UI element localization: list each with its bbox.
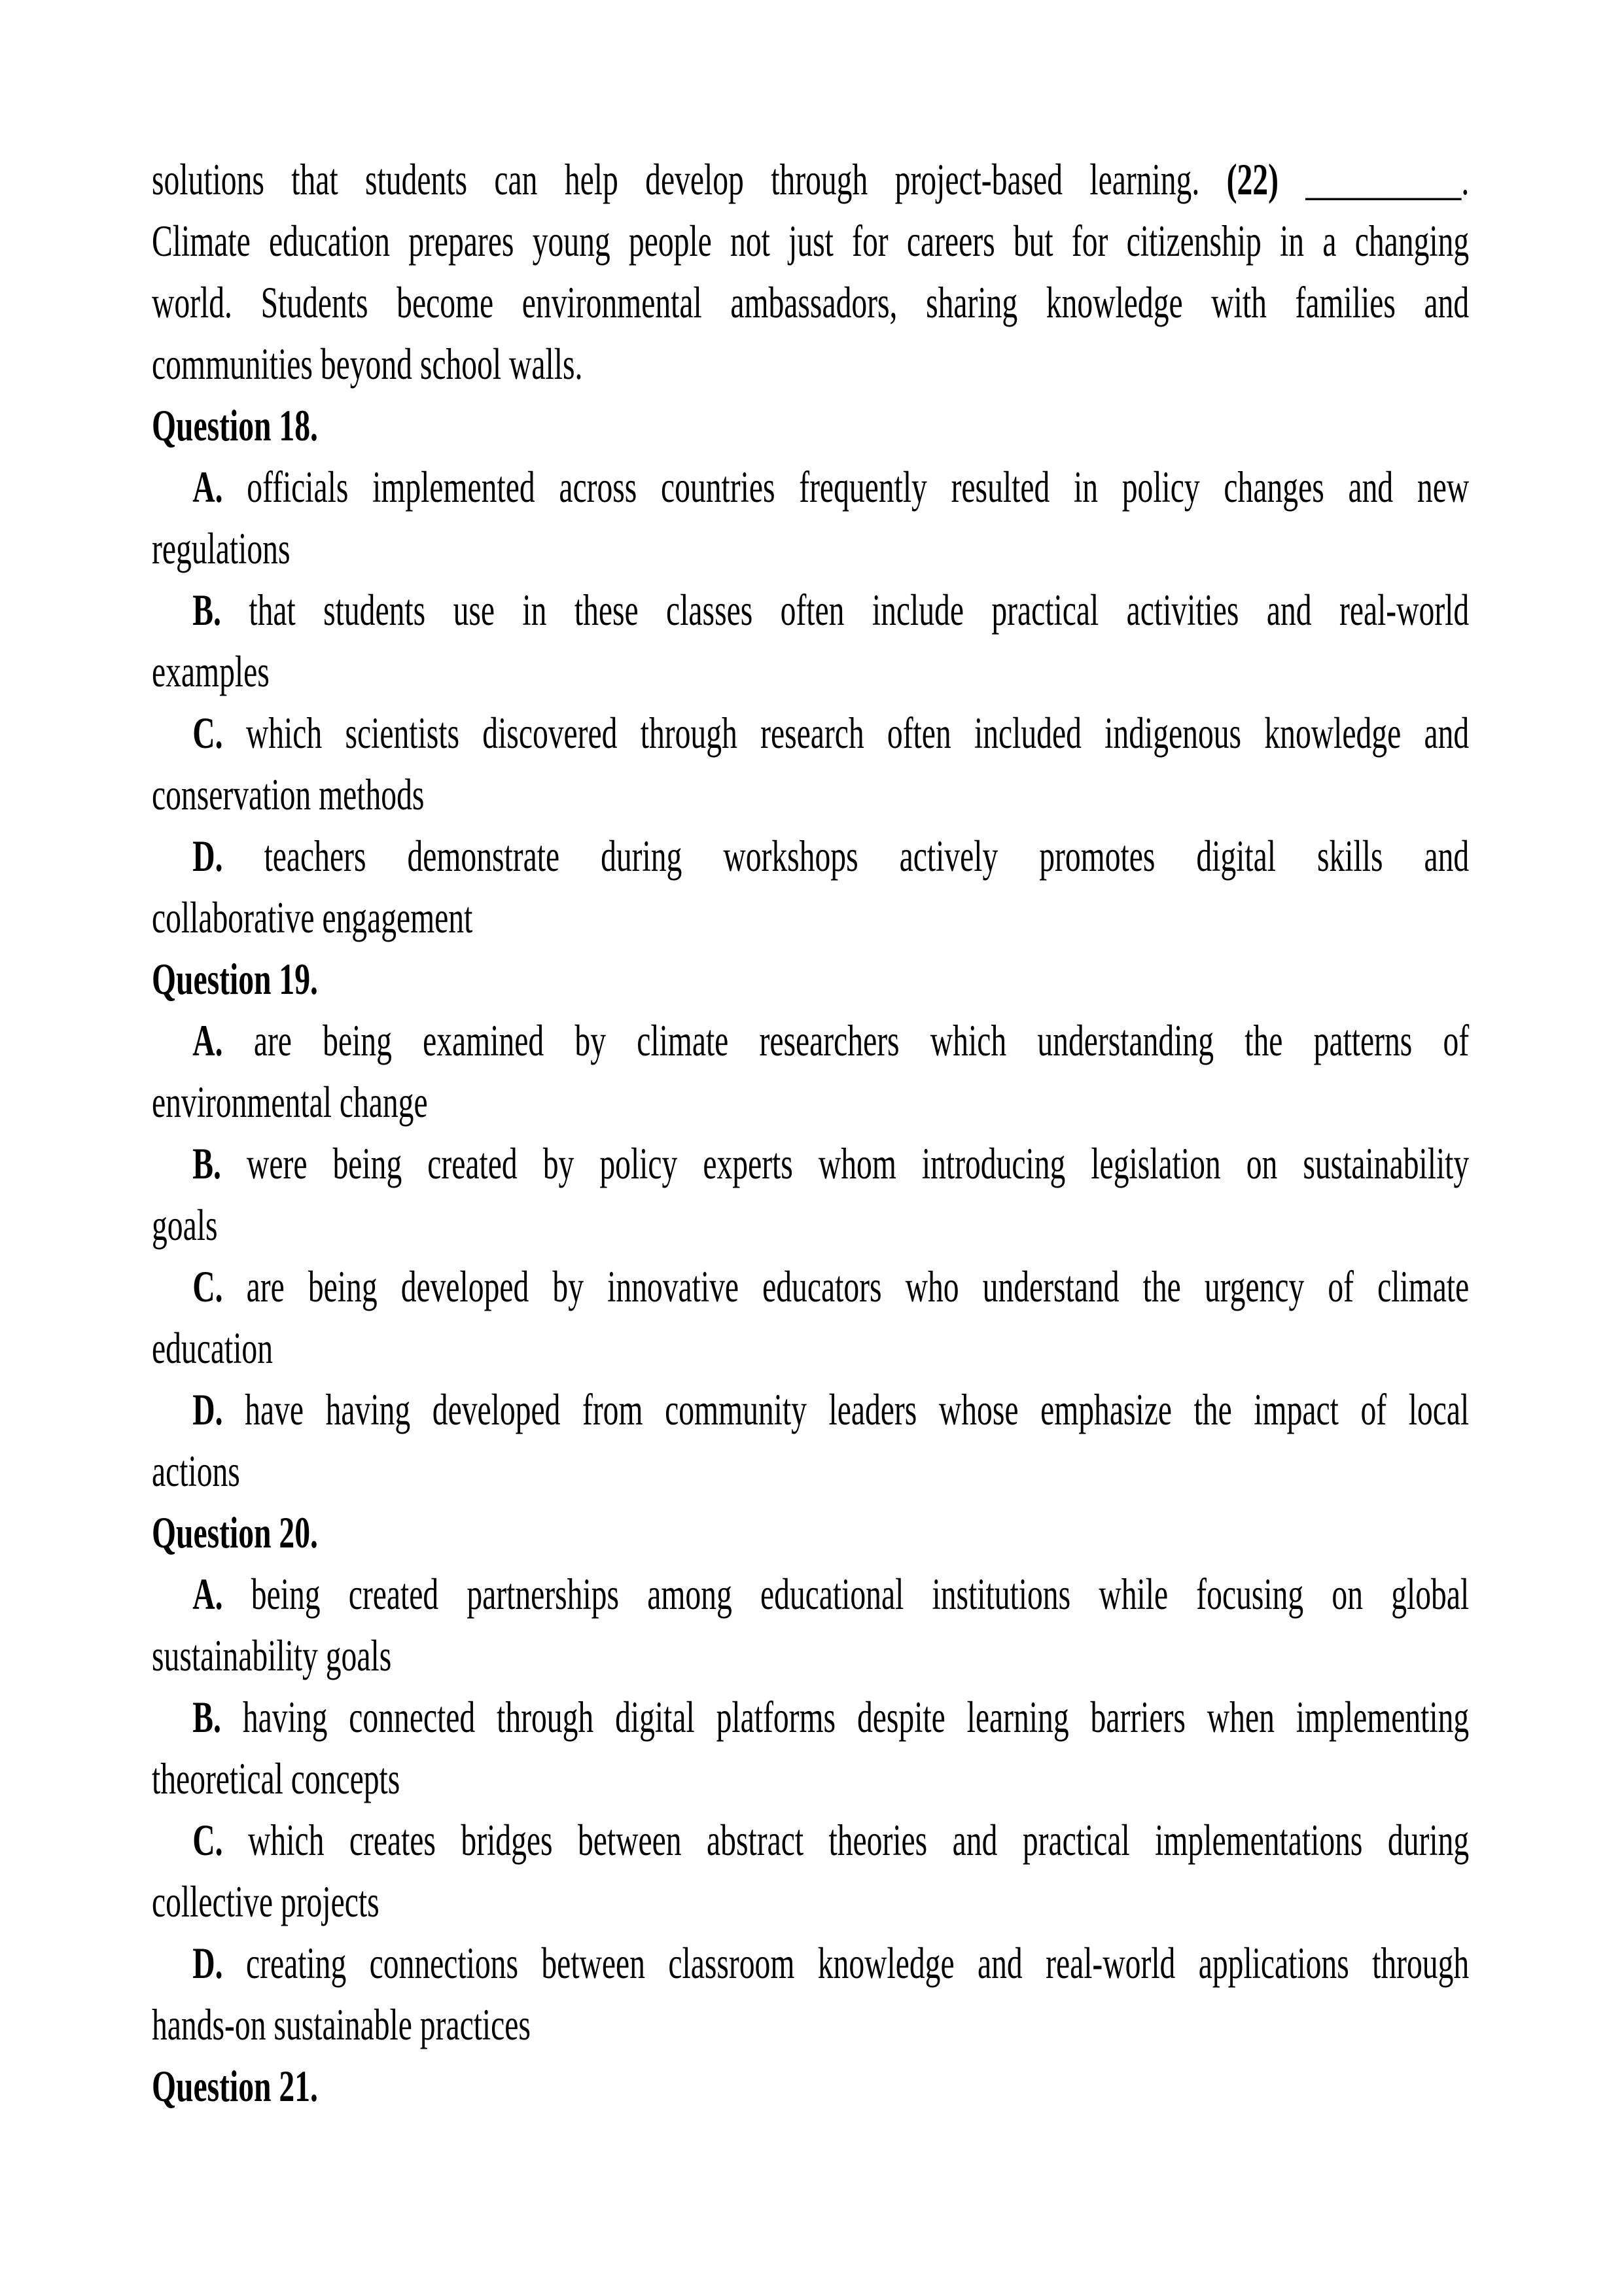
question-19-option-d-continuation: actions bbox=[152, 1446, 240, 1496]
question-19-option-b bbox=[152, 1133, 1469, 1194]
question-20-option-c-continuation: collective projects bbox=[152, 1877, 380, 1926]
question-18-option-d-continuation: collaborative engagement bbox=[152, 892, 473, 942]
page-content bbox=[152, 149, 1469, 2117]
option-text: that students use in these classes often include practical activities and real-world bbox=[249, 585, 1470, 635]
option-text: officials implemented across countries frequently resulted in policy changes and new bbox=[247, 462, 1470, 512]
option-letter-d: D. bbox=[192, 831, 223, 881]
option-letter-d: D. bbox=[192, 1938, 223, 1988]
question-19-option-b-continuation: goals bbox=[152, 1200, 218, 1250]
option-letter-b: B. bbox=[192, 1139, 221, 1188]
question-19-option-d bbox=[152, 1379, 1469, 1440]
intro-line-3: world. Students become environmental ambassadors, sharing knowledge with families and bbox=[152, 277, 1470, 327]
option-text: which creates bridges between abstract theories and practical implementations during bbox=[248, 1815, 1470, 1865]
question-20-option-d-continuation: hands-on sustainable practices bbox=[152, 2000, 531, 2049]
intro-line-2: Climate education prepares young people not just for careers but for citizenship in a changing bbox=[152, 216, 1470, 266]
option-text: teachers demonstrate during workshops actively promotes digital skills and bbox=[264, 831, 1470, 881]
question-19-option-c-continuation: education bbox=[152, 1323, 274, 1373]
question-18-option-c bbox=[152, 702, 1469, 764]
question-18-option-a-continuation: regulations bbox=[152, 523, 291, 573]
blank-number-22: (22) bbox=[1226, 154, 1279, 204]
option-letter-d: D. bbox=[192, 1385, 223, 1434]
option-text: creating connections between classroom knowledge and real-world applications through bbox=[245, 1938, 1470, 1988]
question-20-option-a bbox=[152, 1563, 1469, 1625]
question-18-option-b-continuation: examples bbox=[152, 646, 270, 696]
intro-line-4: communities beyond school walls. bbox=[152, 339, 583, 389]
option-letter-c: C. bbox=[192, 1815, 223, 1865]
question-19-header: Question 19. bbox=[152, 954, 318, 1004]
question-19-option-a-continuation: environmental change bbox=[152, 1077, 428, 1127]
option-text: are being developed by innovative educators who understand the urgency of climate bbox=[246, 1262, 1470, 1311]
option-letter-a: A. bbox=[192, 1016, 223, 1065]
intro-text-after-blank: . bbox=[1461, 154, 1470, 204]
option-letter-b: B. bbox=[192, 585, 221, 635]
question-21-header: Question 21. bbox=[152, 2061, 318, 2111]
question-18-option-c-continuation: conservation methods bbox=[152, 769, 425, 819]
option-text: being created partnerships among educational institutions while focusing on global bbox=[251, 1569, 1470, 1619]
option-text: were being created by policy experts whom introducing legislation on sustainability bbox=[246, 1139, 1470, 1188]
question-20-option-a-continuation: sustainability goals bbox=[152, 1631, 392, 1680]
option-letter-c: C. bbox=[192, 708, 223, 758]
option-text: are being examined by climate researchers which understanding the patterns of bbox=[253, 1016, 1470, 1065]
question-19-option-c bbox=[152, 1256, 1469, 1317]
question-20-option-c bbox=[152, 1809, 1469, 1871]
question-20-option-d bbox=[152, 1932, 1469, 1994]
option-letter-a: A. bbox=[192, 462, 223, 512]
question-18-option-b bbox=[152, 579, 1469, 641]
option-text: which scientists discovered through research often included indigenous knowledge and bbox=[245, 708, 1470, 758]
answer-blank-22: __________ bbox=[1305, 154, 1462, 204]
question-18-option-a bbox=[152, 456, 1469, 518]
intro-line-1 bbox=[152, 149, 1469, 210]
question-18-option-d bbox=[152, 825, 1469, 887]
option-text: having connected through digital platforms despite learning barriers when implementing bbox=[242, 1692, 1470, 1742]
option-text: have having developed from community leaders whose emphasize the impact of local bbox=[245, 1385, 1470, 1434]
question-20-option-b-continuation: theoretical concepts bbox=[152, 1754, 400, 1803]
question-20-option-b bbox=[152, 1686, 1469, 1748]
option-letter-b: B. bbox=[192, 1692, 221, 1742]
option-letter-a: A. bbox=[192, 1569, 223, 1619]
option-letter-c: C. bbox=[192, 1262, 223, 1311]
intro-text-before-blank: solutions that students can help develop through project-based learning. bbox=[152, 154, 1200, 204]
question-18-header: Question 18. bbox=[152, 400, 318, 450]
question-19-option-a bbox=[152, 1010, 1469, 1071]
question-20-header: Question 20. bbox=[152, 1508, 318, 1557]
